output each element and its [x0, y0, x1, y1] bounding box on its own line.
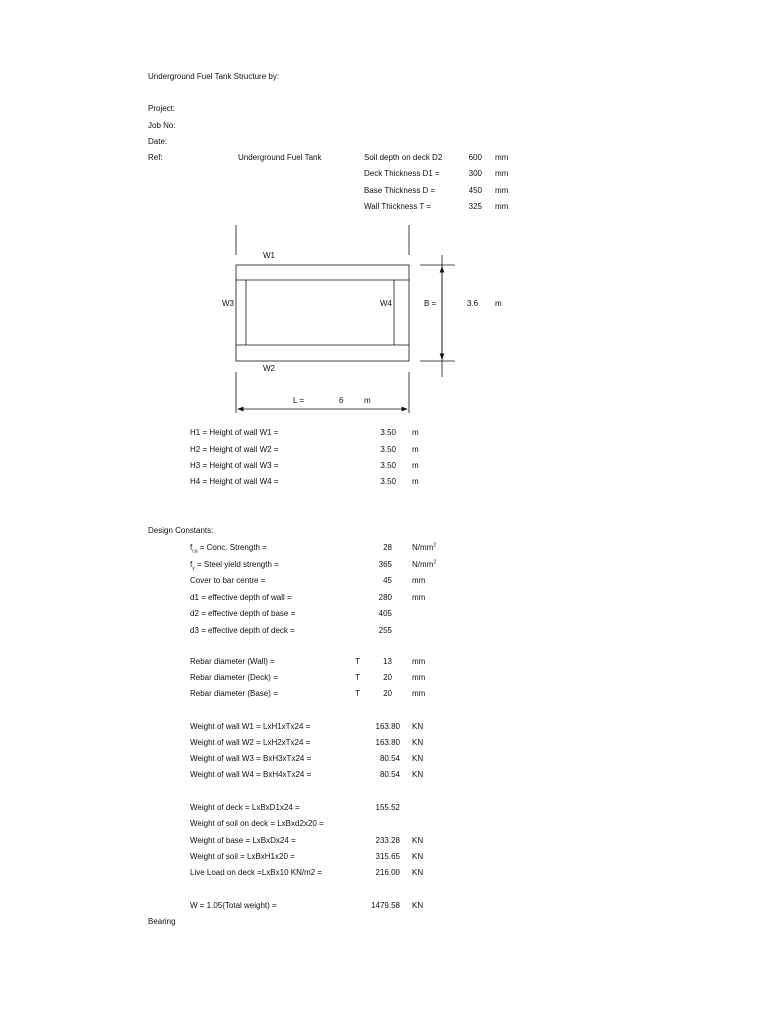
tank-outline [236, 265, 409, 361]
l-dimension-label: L = [293, 396, 305, 405]
param-label: Soil depth on deck D2 [364, 153, 443, 162]
height-unit: m [412, 477, 419, 486]
rebar-label: Rebar diameter (Base) = [190, 689, 278, 698]
rebar-type: T [355, 673, 360, 682]
param-unit: mm [495, 169, 509, 178]
fy-label: $f_y$ = Steel yield strength = [190, 560, 279, 572]
fy-unit: $N/mm^2$ [412, 559, 437, 569]
rebar-unit: mm [412, 657, 426, 666]
param-value: 450 [468, 186, 482, 195]
fcu-unit: $N/mm^2$ [412, 542, 437, 552]
weight-unit: KN [412, 722, 424, 731]
height-value: 3.50 [380, 477, 396, 486]
weight-value: 80.54 [379, 770, 400, 779]
rebar-type: T [355, 689, 360, 698]
height-value: 3.50 [380, 428, 396, 437]
document-title: Underground Fuel Tank Structure by: [148, 72, 280, 81]
weight-value: 216.00 [375, 868, 400, 877]
rebar-label: Rebar diameter (Deck) = [190, 673, 278, 682]
constant-label: Cover to bar centre = [190, 576, 266, 585]
job-label: Job No: [148, 121, 176, 130]
constant-label: d1 = effective depth of wall = [190, 593, 292, 602]
fcu-value: 28 [383, 543, 392, 552]
param-label: Base Thickness D = [364, 186, 436, 195]
weight-value: 315.65 [375, 852, 400, 861]
constant-value: 405 [378, 609, 392, 618]
weight-label: Weight of soil on deck = LxBxd2x20 = [190, 819, 324, 828]
rebar-value: 13 [383, 657, 392, 666]
fcu-label: $f_{cu}$ = Conc. Strength = [190, 543, 267, 555]
date-label: Date: [148, 137, 168, 146]
height-value: 3.50 [380, 445, 396, 454]
weight-value: 163.80 [375, 722, 400, 731]
constant-value: 255 [378, 626, 392, 635]
height-unit: m [412, 428, 419, 437]
weight-unit: KN [412, 852, 424, 861]
weight-label: Live Load on deck =LxBx10 KN/m2 = [190, 868, 323, 877]
b-dimension-label: B = [424, 299, 437, 308]
weight-value: 80.54 [379, 754, 400, 763]
param-unit: mm [495, 186, 509, 195]
height-value: 3.50 [380, 461, 396, 470]
rebar-unit: mm [412, 673, 426, 682]
wall-w3-label: W3 [222, 299, 234, 308]
weight-value: 233.28 [375, 836, 400, 845]
constant-value: 45 [383, 576, 392, 585]
l-dimension-unit: m [364, 396, 371, 405]
height-unit: m [412, 445, 419, 454]
constant-unit: mm [412, 593, 426, 602]
param-value: 600 [468, 153, 482, 162]
rebar-value: 20 [383, 673, 392, 682]
b-dimension-value: 3.6 [467, 299, 479, 308]
total-weight-label: W = 1.05(Total weight) = [190, 901, 277, 910]
param-label: Wall Thickness T = [364, 202, 432, 211]
wall-w1-label: W1 [263, 251, 275, 260]
weight-label: Weight of wall W4 = BxH4xTx24 = [190, 770, 312, 779]
fy-value: 365 [378, 560, 392, 569]
constant-label: d2 = effective depth of base = [190, 609, 296, 618]
b-dimension-unit: m [495, 299, 502, 308]
weight-unit: KN [412, 770, 424, 779]
weight-label: Weight of wall W3 = BxH3xTx24 = [190, 754, 312, 763]
weight-value: 155.52 [375, 803, 400, 812]
weight-label: Weight of soil = LxBxH1x20 = [190, 852, 295, 861]
weight-label: Weight of base = LxBxDx24 = [190, 836, 296, 845]
weight-unit: KN [412, 754, 424, 763]
total-weight-value: 1479.58 [371, 901, 400, 910]
constant-value: 280 [378, 593, 392, 602]
ref-value: Underground Fuel Tank [238, 153, 322, 162]
weight-label: Weight of wall W2 = LxH2xTx24 = [190, 738, 311, 747]
weight-label: Weight of deck = LxBxD1x24 = [190, 803, 300, 812]
l-dimension-value: 6 [339, 396, 344, 405]
rebar-type: T [355, 657, 360, 666]
rebar-unit: mm [412, 689, 426, 698]
weight-unit: KN [412, 738, 424, 747]
bearing-heading: Bearing [148, 917, 176, 926]
total-weight-unit: KN [412, 901, 424, 910]
wall-w2-label: W2 [263, 364, 275, 373]
constant-unit: mm [412, 576, 426, 585]
weight-unit: KN [412, 868, 424, 877]
weight-label: Weight of wall W1 = LxH1xTx24 = [190, 722, 311, 731]
param-unit: mm [495, 202, 509, 211]
weight-unit: KN [412, 836, 424, 845]
height-label: H4 = Height of wall W4 = [190, 477, 279, 486]
height-label: H3 = Height of wall W3 = [190, 461, 279, 470]
rebar-value: 20 [383, 689, 392, 698]
ref-label: Ref: [148, 153, 163, 162]
height-label: H2 = Height of wall W2 = [190, 445, 279, 454]
param-value: 300 [468, 169, 482, 178]
wall-w4-label: W4 [380, 299, 392, 308]
project-label: Project: [148, 104, 176, 113]
design-constants-heading: Design Constants: [148, 526, 214, 535]
rebar-label: Rebar diameter (Wall) = [190, 657, 275, 666]
param-label: Deck Thickness D1 = [364, 169, 440, 178]
height-unit: m [412, 461, 419, 470]
param-unit: mm [495, 153, 509, 162]
height-label: H1 = Height of wall W1 = [190, 428, 279, 437]
weight-value: 163.80 [375, 738, 400, 747]
param-value: 325 [468, 202, 482, 211]
constant-label: d3 = effective depth of deck = [190, 626, 295, 635]
